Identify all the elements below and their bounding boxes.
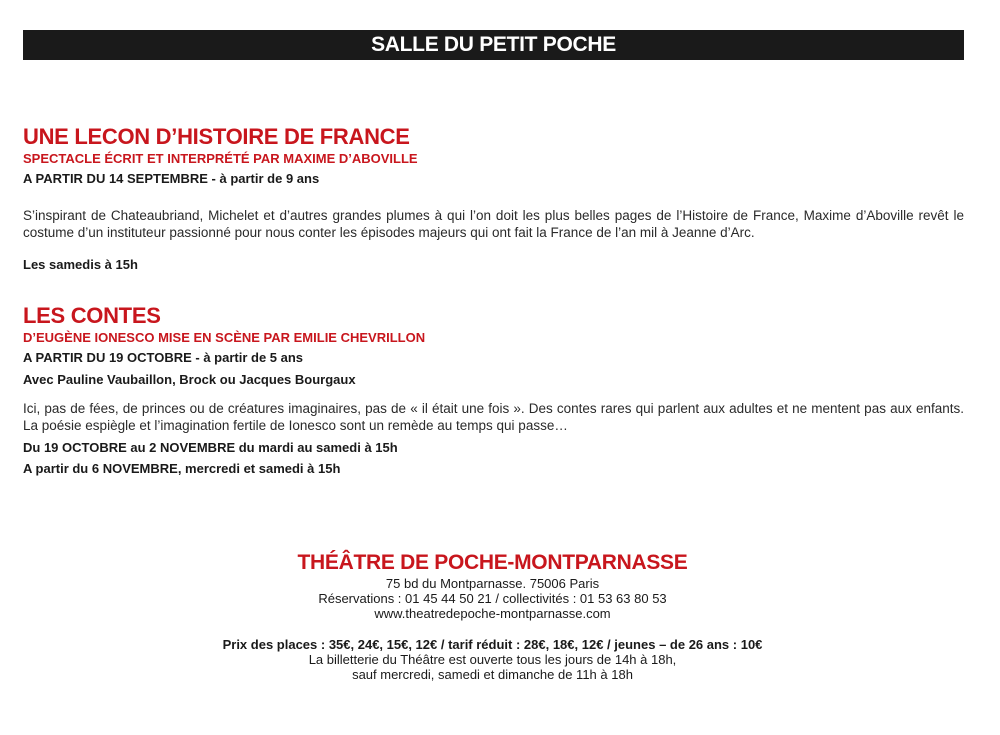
show-title: UNE LECON D’HISTOIRE DE FRANCE	[23, 124, 410, 149]
show-subtitle: D’EUGÈNE IONESCO MISE EN SCÈNE PAR EMILIE CHEVRILLON	[23, 330, 426, 345]
show-start-date: A PARTIR DU 19 OCTOBRE -	[23, 350, 200, 365]
theatre-phones: Réservations : 01 45 44 50 21 / collectivités : 01 53 63 80 53	[318, 591, 667, 606]
venue-title: SALLE DU PETIT POCHE	[371, 33, 616, 56]
show-age: à partir de 9 ans	[215, 171, 320, 186]
theatre-address: 75 bd du Montparnasse. 75006 Paris	[385, 576, 600, 591]
show-subtitle: SPECTACLE ÉCRIT ET INTERPRÉTÉ PAR MAXIME D’ABOVILLE	[23, 151, 418, 166]
show-schedule-2: A partir du 6 NOVEMBRE, mercredi et samedi à 15h	[23, 461, 341, 476]
box-office-hours-2: sauf mercredi, samedi et dimanche de 11h à 18h	[352, 667, 633, 682]
show-start-date: A PARTIR DU 14 SEPTEMBRE -	[23, 171, 216, 186]
theatre-website: www.theatredepoche-montparnasse.com	[374, 606, 611, 621]
show-histoire	[23, 124, 964, 275]
show-schedule-1: Du 19 OCTOBRE au 2 NOVEMBRE du mardi au samedi à 15h	[23, 440, 398, 455]
box-office-hours-1: La billetterie du Théâtre est ouverte tous les jours de 14h à 18h,	[308, 652, 677, 667]
show-description: Ici, pas de fées, de princes ou de créatures imaginaires, pas de « il était une fois ». Des contes rares qui parlent aux adultes et ne mentent pas aux enfants. La poésie espiègle et l’imagination fertile de Ionesco sont un remède au temps qui passe…	[23, 401, 964, 433]
show-age-line	[23, 169, 964, 189]
show-age-line	[23, 348, 964, 368]
theatre-name: THÉÂTRE DE POCHE-MONTPARNASSE	[297, 551, 688, 574]
show-title: LES CONTES	[23, 303, 161, 328]
venue-banner	[23, 30, 964, 60]
show-contes	[23, 303, 964, 479]
show-description: S’inspirant de Chateaubriand, Michelet et d’autres grandes plumes à qui l’on doit les plus belles pages de l’Histoire de France, Maxime d’Aboville revêt le costume d’un instituteur passionné pour nous conter les épisodes majeurs qui ont fait la France de l’an mil à Jeanne d’Arc.	[23, 208, 964, 240]
theatre-info	[0, 550, 985, 682]
show-schedule: Les samedis à 15h	[23, 257, 138, 272]
show-cast: Avec Pauline Vaubaillon, Brock ou Jacques Bourgaux	[23, 372, 356, 387]
show-age: à partir de 5 ans	[199, 350, 304, 365]
ticket-prices: Prix des places : 35€, 24€, 15€, 12€ / tarif réduit : 28€, 18€, 12€ / jeunes – de 26 ans : 10€	[222, 637, 763, 652]
